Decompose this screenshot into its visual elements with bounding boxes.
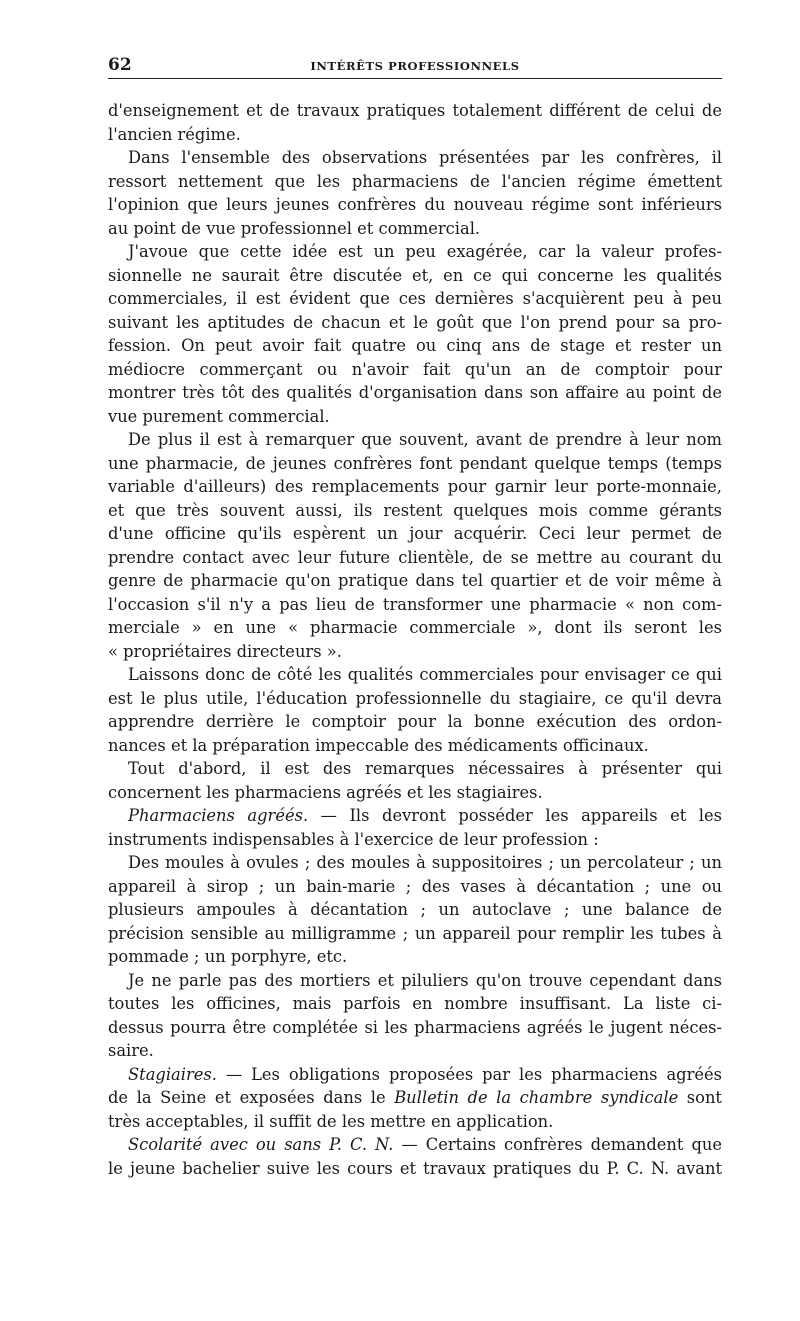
text-line: toutes les officines, mais parfois en nombre insuffisant. La liste ci- — [108, 994, 722, 1013]
text-line — [108, 1063, 722, 1087]
text-line: concernent les pharmaciens agréés et les stagiaires. — [108, 782, 543, 802]
text-line: nances et la préparation impeccable des médicaments officinaux. — [108, 735, 649, 755]
text-line: variable d'ailleurs) des remplacements pour garnir leur porte-monnaie, — [108, 477, 722, 496]
text-line: l'opinion que leurs jeunes confrères du nouveau régime sont inférieurs — [108, 195, 722, 214]
text-line: prendre contact avec leur future clientèle, de se mettre au courant du — [108, 547, 722, 567]
text-line — [108, 1086, 722, 1110]
text-line: Laissons donc de côté les qualités commerciales pour envisager ce qui — [128, 665, 722, 684]
text-line: très acceptables, il suffit de les mettre en application. — [108, 1111, 554, 1131]
text-line: vue purement commercial. — [108, 406, 330, 426]
italic-run: Pharmaciens agréés. — [128, 806, 309, 825]
page-number: 62 — [108, 55, 132, 75]
text-line: plusieurs ampoules à décantation ; un autoclave ; une balance de — [108, 900, 722, 919]
text-line: J'avoue que cette idée est un peu exagérée, car la valeur profes- — [128, 242, 722, 261]
text-line: De plus il est à remarquer que souvent, avant de prendre à leur nom — [128, 430, 722, 449]
text-line: fession. On peut avoir fait quatre ou cinq ans de stage et rester un — [108, 336, 722, 355]
text-line: et que très souvent aussi, ils restent quelques mois comme gérants — [108, 500, 722, 520]
text-line — [108, 804, 722, 828]
text-line: Je ne parle pas des mortiers et piluliers qu'on trouve cependant dans — [128, 970, 722, 990]
text-line: Tout d'abord, il est des remarques nécessaires à présenter qui — [128, 759, 722, 778]
text-line: d'enseignement et de travaux pratiques totalement différent de celui de — [108, 101, 722, 120]
italic-run: Bulletin de la chambre syndicale — [394, 1088, 679, 1107]
page — [108, 52, 722, 1180]
text-line: sionnelle ne saurait être discutée et, en ce qui concerne les qualités — [108, 265, 722, 285]
text-line: une pharmacie, de jeunes confrères font pendant quelque temps (temps — [108, 453, 722, 473]
text-line: suivant les aptitudes de chacun et le goût que l'on prend pour sa pro- — [108, 312, 722, 332]
text-line: l'ancien régime. — [108, 124, 241, 144]
text-line: au point de vue professionnel et commercial. — [108, 218, 481, 238]
text-line: pommade ; un porphyre, etc. — [108, 947, 348, 966]
text-line: genre de pharmacie qu'on pratique dans tel quartier et de voir même à — [108, 571, 722, 590]
text-line — [108, 1133, 722, 1157]
text-line: l'occasion s'il n'y a pas lieu de transformer une pharmacie « non com- — [108, 594, 722, 614]
text-line: médiocre commerçant ou n'avoir fait qu'un an de comptoir pour — [108, 359, 722, 379]
text-line: d'une officine qu'ils espèrent un jour acquérir. Ceci leur permet de — [108, 524, 722, 543]
text-run: de la Seine et exposées dans le — [108, 1088, 395, 1107]
text-line: « propriétaires directeurs ». — [108, 641, 342, 661]
text-run: — Les obligations proposées par les pharmaciens agréés — [216, 1064, 722, 1084]
text-run: sont — [678, 1088, 722, 1107]
text-line: dessus pourra être complétée si les pharmaciens agréés le jugent néces- — [108, 1017, 722, 1037]
text-line: Des moules à ovules ; des moules à suppositoires ; un percolateur ; un — [128, 853, 722, 872]
text-line: ressort nettement que les pharmaciens de l'ancien régime émettent — [108, 171, 722, 191]
text-line: précision sensible au milligramme ; un appareil pour remplir les tubes à — [108, 923, 722, 943]
body-text — [108, 99, 722, 1180]
text-line: saire. — [108, 1041, 154, 1060]
text-line: Dans l'ensemble des observations présentées par les confrères, il — [128, 148, 722, 167]
italic-run: Scolarité avec ou sans P. C. N. — [128, 1135, 394, 1154]
running-title: INTÉRÊTS PROFESSIONNELS — [310, 59, 520, 73]
text-run: — Ils devront posséder les appareils et les — [308, 806, 722, 825]
text-line: appareil à sirop ; un bain-marie ; des vases à décantation ; une ou — [108, 876, 722, 896]
text-run: — Certains confrères demandent que — [393, 1135, 722, 1154]
running-head — [108, 52, 722, 79]
text-line: instruments indispensables à l'exercice de leur profession : — [108, 829, 599, 849]
text-line: est le plus utile, l'éducation professionnelle du stagiaire, ce qu'il devra — [108, 688, 722, 708]
text-line: merciale » en une « pharmacie commerciale », dont ils seront les — [108, 618, 722, 637]
text-line: commerciales, il est évident que ces dernières s'acquièrent peu à peu — [108, 289, 722, 308]
text-line: montrer très tôt des qualités d'organisation dans son affaire au point de — [108, 383, 722, 402]
italic-run: Stagiaires. — [128, 1064, 217, 1084]
text-line: apprendre derrière le comptoir pour la bonne exécution des ordon- — [108, 712, 722, 731]
text-line: le jeune bachelier suive les cours et travaux pratiques du P. C. N. avant — [108, 1158, 722, 1178]
